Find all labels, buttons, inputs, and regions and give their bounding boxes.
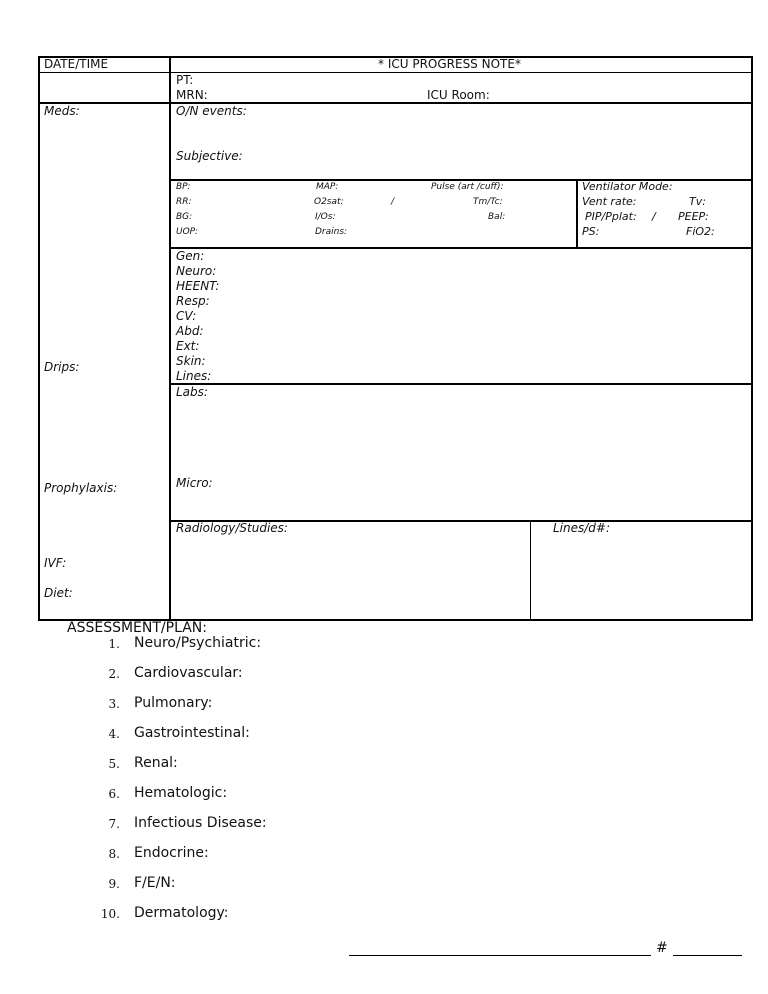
plan-item-label: Hematologic:	[134, 785, 228, 801]
item-number: 8.	[108, 847, 120, 861]
border-left	[38, 56, 40, 621]
ios-label: I/Os:	[315, 212, 336, 222]
divider-header-row	[170, 72, 752, 73]
exam-gen-label: Gen:	[176, 249, 205, 263]
prophylaxis-label: Prophylaxis:	[44, 481, 118, 495]
date-time-label: DATE/TIME	[44, 57, 109, 71]
fio2-label: FiO2:	[686, 225, 715, 238]
ps-label: PS:	[582, 225, 600, 238]
pager-hash: #	[656, 940, 668, 956]
pip-pplat-label: PIP/Pplat:	[585, 210, 637, 223]
pulse-label: Pulse (art /cuff):	[431, 182, 504, 192]
exam-skin-label: Skin:	[176, 354, 206, 368]
item-number: 2.	[108, 667, 120, 681]
divider-vitals-bottom	[170, 247, 752, 249]
exam-ext-label: Ext:	[176, 339, 200, 353]
o2sat-label: O2sat:	[314, 197, 344, 207]
labs-label: Labs:	[176, 385, 208, 399]
border-right	[751, 56, 753, 621]
bp-label: BP:	[176, 182, 191, 192]
item-number: 1.	[108, 637, 120, 651]
plan-item-label: F/E/N:	[134, 875, 176, 891]
exam-resp-label: Resp:	[176, 294, 210, 308]
bal-label: Bal:	[488, 212, 506, 222]
mrn-label: MRN:	[176, 88, 208, 102]
radiology-label: Radiology/Studies:	[176, 521, 288, 535]
bg-label: BG:	[176, 212, 193, 222]
divider-left-column	[169, 56, 171, 621]
item-number: 4.	[108, 727, 120, 741]
vent-rate-label: Vent rate:	[582, 195, 637, 208]
exam-abd-label: Abd:	[176, 324, 204, 338]
item-number: 9.	[108, 877, 120, 891]
divider-exam-bottom	[170, 383, 752, 385]
item-number: 10.	[100, 907, 120, 921]
meds-label: Meds:	[44, 104, 80, 118]
divider-vent-column	[576, 179, 578, 248]
plan-item-label: Neuro/Psychiatric:	[134, 635, 262, 651]
map-label: MAP:	[316, 182, 339, 192]
rr-label: RR:	[176, 197, 192, 207]
uop-label: UOP:	[176, 227, 198, 237]
micro-label: Micro:	[176, 476, 213, 490]
divider-patient-row	[38, 102, 752, 104]
drains-label: Drains:	[315, 227, 348, 237]
subjective-label: Subjective:	[176, 149, 243, 163]
plan-item-label: Cardiovascular:	[134, 665, 243, 681]
tm-tc-label: Tm/Tc:	[473, 197, 503, 207]
form-title: * ICU PROGRESS NOTE*	[378, 57, 521, 71]
exam-cv-label: CV:	[176, 309, 197, 323]
exam-neuro-label: Neuro:	[176, 264, 217, 278]
plan-item-label: Infectious Disease:	[134, 815, 267, 831]
divider-date-row	[38, 72, 170, 73]
plan-item-label: Gastrointestinal:	[134, 725, 250, 741]
item-number: 7.	[108, 817, 120, 831]
item-number: 6.	[108, 787, 120, 801]
o2sat-slash: /	[391, 197, 395, 207]
diet-label: Diet:	[44, 586, 73, 600]
exam-lines-label: Lines:	[176, 369, 212, 383]
icu-room-label: ICU Room:	[427, 88, 490, 102]
divider-radiology-column	[530, 520, 531, 621]
exam-heent-label: HEENT:	[176, 279, 220, 293]
pip-slash: /	[652, 210, 656, 223]
patient-label: PT:	[176, 73, 194, 87]
plan-item-label: Pulmonary:	[134, 695, 213, 711]
tv-label: Tv:	[689, 195, 706, 208]
vent-mode-label: Ventilator Mode:	[582, 180, 673, 193]
plan-item-label: Endocrine:	[134, 845, 209, 861]
item-number: 5.	[108, 757, 120, 771]
on-events-label: O/N events:	[176, 104, 247, 118]
plan-item-label: Dermatology:	[134, 905, 229, 921]
pager-number-line[interactable]	[673, 955, 742, 956]
item-number: 3.	[108, 697, 120, 711]
peep-label: PEEP:	[678, 210, 709, 223]
ivf-label: IVF:	[44, 556, 67, 570]
drips-label: Drips:	[44, 360, 80, 374]
signature-line[interactable]	[349, 955, 651, 956]
assessment-heading: ASSESSMENT/PLAN:	[67, 620, 207, 636]
lines-days-label: Lines/d#:	[553, 521, 611, 535]
plan-item-label: Renal:	[134, 755, 178, 771]
